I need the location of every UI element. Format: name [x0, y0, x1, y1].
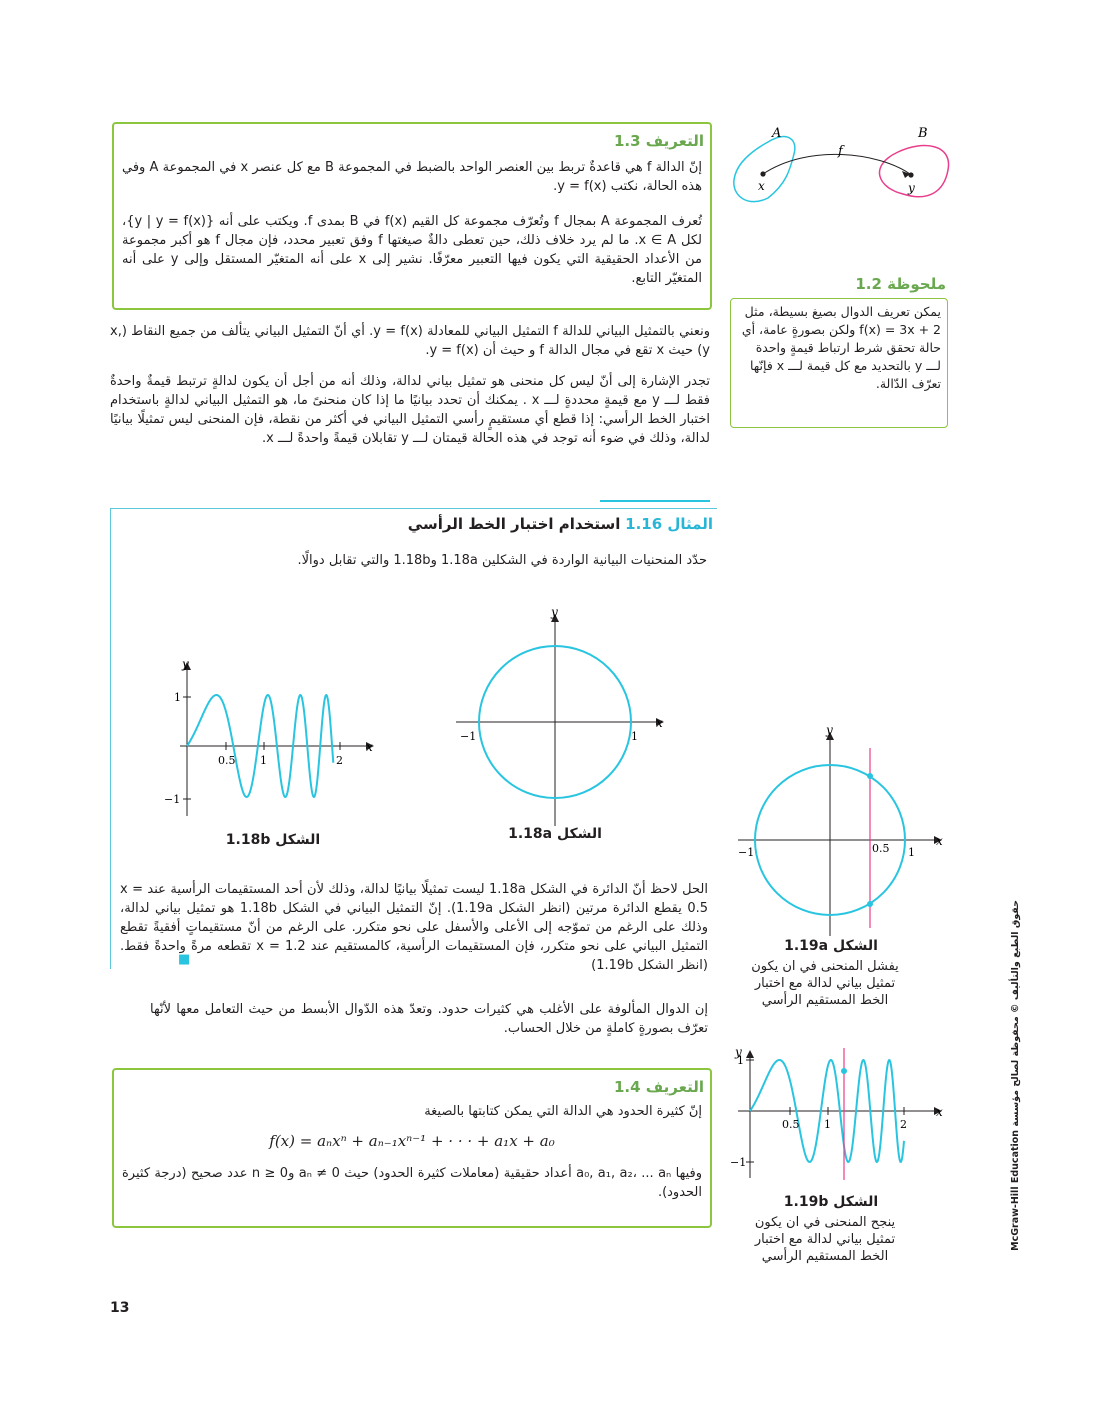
polynomial-formula: f(x) = aₙxⁿ + aₙ₋₁xⁿ⁻¹ + · · · + a₁x + a₀: [269, 1132, 555, 1150]
figure-1-19b-caption: الشكل 1.19b: [783, 1194, 879, 1210]
side-copyright: حقوق الطبع والتأليف © محفوظة لصالح مؤسسة McGraw-Hill Education: [1010, 900, 1021, 1251]
svg-text:y: y: [182, 657, 189, 671]
svg-text:1: 1: [824, 1118, 831, 1131]
graph-definition-text: ونعني بالتمثيل البياني للدالة f التمثيل البياني للمعادلة y = f(x). أي أنّ التمثيل البياني يتألف من جميع النقاط (x, y) حيث x تقع في مجال الدالة f و حيث أن y = f(x).: [110, 324, 711, 358]
svg-text:0.5: 0.5: [872, 842, 890, 855]
function-f-label: f: [838, 144, 843, 159]
figure-1-19a-description: يفشل المنحنى في ان يكون تمثيل بياني لدالة مع اختبار الخط المستقيم الرأسي: [751, 959, 899, 1008]
svg-text:0.5: 0.5: [218, 754, 236, 767]
polynomial-intro-text: إن الدوال المألوفة على الأغلب هي كثيرات حدود. وتعدّ هذه الدّوال الأبسط من حيث التعامل معها لأنّها تعرّف بصورةٍ كاملةٍ من خلال الحساب.: [150, 1002, 708, 1036]
svg-text:1: 1: [631, 730, 638, 743]
vertical-line-test-text: تجدر الإشارة إلى أنّ ليس كل منحنى هو تمثيل بياني لدالة، وذلك أنه من أجل أن يكون لدالةٍ ترتبط قيمةٌ واحدةٌ فقط لـــ y مع قيمةٍ محددةٍ لـــ x . يمكنك أن تحدد بيانيًا ما إذا كان منحنىً ما، هو التمثيل البياني لدالةٍ باستخدام اختبار الخط الرأسي: إذا قطع أي مستقيمٍ رأسي التمثيل البياني في أكثر من نقطة، فإن المنحنى ليس تمثيلًا بيانيًا لدالة، وذلك في ضوء أنه توجد في هذه الحالة قيمتان لـــ y تقابلان قيمةً واحدةً لـــ x.: [110, 374, 710, 446]
point-x-label: x: [758, 179, 765, 193]
example-end-mark: ■: [178, 952, 191, 967]
definition-1-3-para2: تُعرف المجموعة A بمجال f وتُعرّف مجموعة كل القيم f(x) في B بمدى f. ويكتب على أنه {y | y = f(x)}، لكل x ∈ A. ما لم يرد خلاف ذلك، حين تعطى دالةٌ صيغتها f وفق تعبير محدد، فإن مجال f هو أكبر مجموعة من الأعداد الحقيقية التي يكون فيها التعبير معرّفًا. نشير إلى x على أنه المتغيّر المستقل وإلى y على أنه المتغيّر التابع.: [122, 214, 703, 286]
figure-1-19a: [730, 718, 950, 943]
svg-text:−1: −1: [164, 793, 181, 806]
svg-text:x: x: [936, 1105, 943, 1119]
mapping-diagram: [728, 122, 958, 212]
svg-text:1: 1: [737, 1054, 744, 1067]
definition-1-4-title: التعريف 1.4: [614, 1078, 704, 1096]
svg-text:−1: −1: [738, 846, 755, 859]
svg-text:x: x: [366, 740, 373, 754]
note-1-2-text: يمكن تعريف الدوال بصيغ بسيطة، مثل f(x) = 3x + 2 ولكن بصورةٍ عامة، أي حالة تحقق شرط ارتباط قيمةٍ واحدة لـــ y بالتحديد مع كل قيمة لـــ x فإنّها تعرّف الدّالة.: [741, 304, 941, 391]
definition-1-3-para1: إنّ الدالة f هي قاعدةٌ تربط بين العنصر الواحد بالضبط في المجموعة B مع كل عنصر x في المجموعة A وفي هذه الحالة، نكتب y = f(x).: [122, 160, 702, 194]
svg-text:2: 2: [900, 1118, 907, 1131]
svg-text:1: 1: [908, 846, 915, 859]
note-1-2-box: [730, 298, 948, 428]
set-b-label: B: [918, 126, 928, 141]
figure-1-19b: [730, 1048, 950, 1188]
example-title: استخدام اختبار الخط الرأسي: [407, 515, 621, 533]
definition-1-3-box: [112, 122, 712, 310]
svg-text:−1: −1: [730, 1156, 747, 1169]
example-1-16-header: [408, 515, 713, 533]
definition-1-4-intro: إنّ كثيرة الحدود هي الدالة التي يمكن كتابتها بالصيغة: [424, 1104, 702, 1119]
example-solution: الحل لاحظ أنّ الدائرة في الشكل 1.18a ليست تمثيلًا بيانيًا لدالة، وذلك لأن أحد المستقيمات الرأسية عند x = 0.5 يقطع الدائرة مرتين (انظر الشكل 1.19a). إنّ التمثيل البياني في الشكل 1.18b هو تمثيل بياني لدالة، وذلك على الرغم من تموّجه إلى الأعلى والأسفل على نحو متكرر. على الرغم من أنّ مستقيماتٍ أفقيةً تقطع التمثيل البياني على نحو متكرر، فإن المستقيمات الرأسية، كالمستقيم عند x = 1.2 تقطعه مرةً واحدةً فقط. (انظر الشكل 1.19b): [120, 882, 708, 973]
svg-text:y: y: [735, 1048, 742, 1059]
figure-1-19b-description: ينجح المنحنى في ان يكون تمثيل بياني لدالة مع اختبار الخط المستقيم الرأسي: [754, 1215, 896, 1264]
svg-text:0.5: 0.5: [782, 1118, 800, 1131]
svg-text:y: y: [826, 723, 833, 737]
svg-text:x: x: [936, 834, 943, 848]
example-label: المثال 1.16: [625, 515, 713, 533]
figure-1-18b-caption: الشكل 1.18b: [225, 832, 321, 848]
svg-text:−1: −1: [460, 730, 477, 743]
definition-1-3-title: التعريف 1.3: [614, 132, 704, 150]
example-top-rule: [600, 500, 710, 502]
set-a-label: A: [772, 126, 782, 141]
note-1-2-title: ملحوظة 1.2: [855, 275, 946, 293]
svg-text:2: 2: [336, 754, 343, 767]
figure-1-18b: [160, 656, 380, 826]
example-question: حدّد المنحنيات البيانية الواردة في الشكلين 1.18a و1.18b والتي تقابل دوالًا.: [297, 553, 707, 568]
definition-1-4-text: وفيها a₀, a₁, a₂، ... aₙ أعداد حقيقية (معاملات كثيرة الحدود) حيث aₙ ≠ 0 و0 ≤ n عدد صحيح (درجة كثيرة الحدود).: [122, 1166, 702, 1200]
point-y-label: y: [908, 181, 915, 195]
figure-1-18a: [448, 604, 678, 834]
figure-1-18a-caption: الشكل 1.18a: [508, 826, 602, 842]
svg-text:x: x: [656, 716, 663, 730]
svg-text:1: 1: [260, 754, 267, 767]
svg-text:1: 1: [174, 691, 181, 704]
svg-text:y: y: [551, 605, 558, 619]
page-number: 13: [110, 1300, 130, 1316]
definition-1-4-box: [112, 1068, 712, 1228]
figure-1-19a-caption: الشكل 1.19a: [784, 938, 878, 954]
